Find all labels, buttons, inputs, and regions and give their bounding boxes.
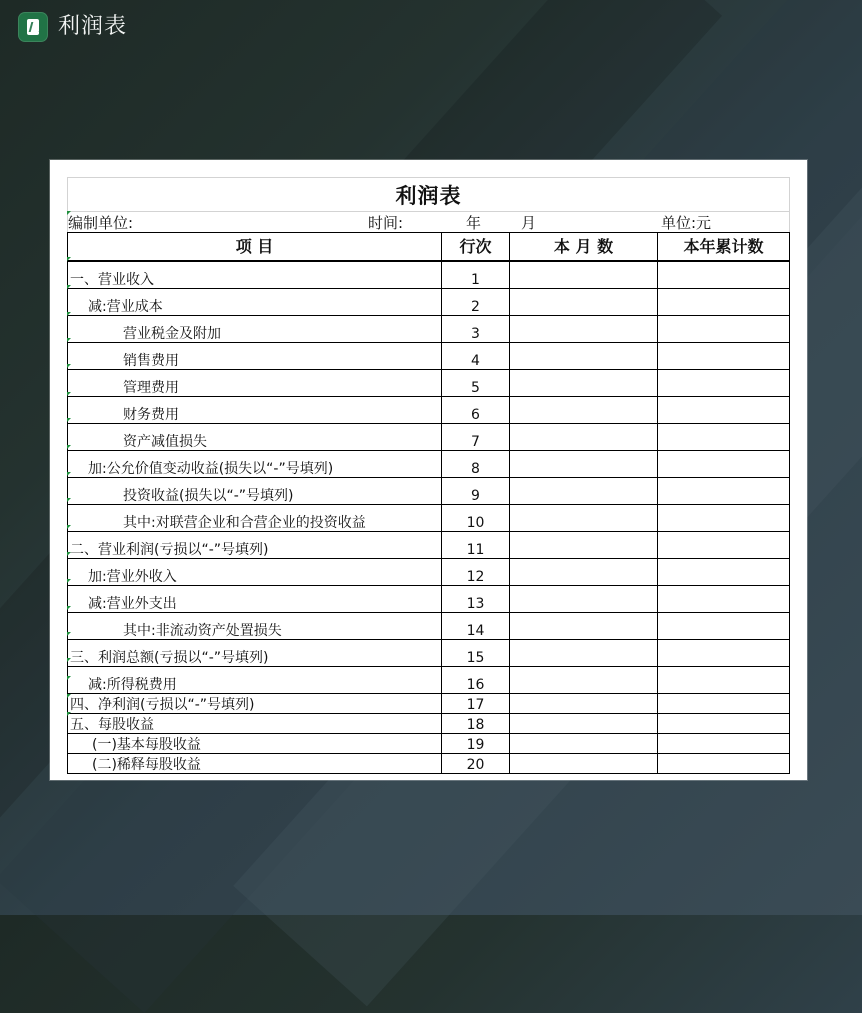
row-current-month-value[interactable]	[510, 289, 658, 316]
row-year-to-date-value[interactable]	[658, 667, 790, 694]
table-row	[68, 451, 790, 478]
row-item-label[interactable]: (一)基本每股收益	[68, 734, 442, 754]
cell-marker	[67, 606, 71, 610]
cell-marker	[67, 694, 71, 698]
row-item-label[interactable]: 一、营业收入	[68, 261, 442, 289]
header-line-number: 行次	[442, 233, 510, 262]
row-line-number[interactable]: 18	[442, 714, 510, 734]
table-row	[68, 505, 790, 532]
row-year-to-date-value[interactable]	[658, 734, 790, 754]
row-line-number[interactable]: 11	[442, 532, 510, 559]
table-row	[68, 397, 790, 424]
table-row	[68, 559, 790, 586]
row-line-number[interactable]: 13	[442, 586, 510, 613]
income-statement-table	[67, 232, 790, 774]
row-line-number[interactable]: 14	[442, 613, 510, 640]
table-row	[68, 370, 790, 397]
row-year-to-date-value[interactable]	[658, 451, 790, 478]
table-row	[68, 640, 790, 667]
table-header-row	[68, 233, 790, 262]
report-title: 利润表	[67, 177, 790, 212]
row-item-label[interactable]: 投资收益(损失以“-”号填列)	[68, 478, 442, 505]
row-year-to-date-value[interactable]	[658, 505, 790, 532]
row-item-label[interactable]: 销售费用	[68, 343, 442, 370]
table-row	[68, 694, 790, 714]
cell-marker	[67, 712, 71, 716]
cell-marker	[67, 257, 71, 261]
row-line-number[interactable]: 1	[442, 261, 510, 289]
row-current-month-value[interactable]	[510, 532, 658, 559]
row-current-month-value[interactable]	[510, 559, 658, 586]
row-current-month-value[interactable]	[510, 667, 658, 694]
row-item-label[interactable]: 减:营业成本	[68, 289, 442, 316]
cell-marker	[67, 338, 71, 342]
row-line-number[interactable]: 3	[442, 316, 510, 343]
row-line-number[interactable]: 19	[442, 734, 510, 754]
row-line-number[interactable]: 16	[442, 667, 510, 694]
row-year-to-date-value[interactable]	[658, 424, 790, 451]
table-row	[68, 316, 790, 343]
table-row	[68, 613, 790, 640]
row-current-month-value[interactable]	[510, 478, 658, 505]
row-line-number[interactable]: 17	[442, 694, 510, 714]
month-label: 月	[521, 214, 537, 232]
row-current-month-value[interactable]	[510, 694, 658, 714]
row-year-to-date-value[interactable]	[658, 694, 790, 714]
row-current-month-value[interactable]	[510, 613, 658, 640]
table-row	[68, 586, 790, 613]
row-item-label[interactable]: 三、利润总额(亏损以“-”号填列)	[68, 640, 442, 667]
cell-marker	[67, 498, 71, 502]
row-year-to-date-value[interactable]	[658, 397, 790, 424]
row-year-to-date-value[interactable]	[658, 478, 790, 505]
row-year-to-date-value[interactable]	[658, 261, 790, 289]
header-year-to-date: 本年累计数	[658, 233, 790, 262]
row-item-label[interactable]: 财务费用	[68, 397, 442, 424]
row-line-number[interactable]: 15	[442, 640, 510, 667]
row-item-label[interactable]: 四、净利润(亏损以“-”号填列)	[68, 694, 442, 714]
table-row	[68, 714, 790, 734]
row-line-number[interactable]: 10	[442, 505, 510, 532]
row-year-to-date-value[interactable]	[658, 613, 790, 640]
table-row	[68, 667, 790, 694]
row-year-to-date-value[interactable]	[658, 714, 790, 734]
cell-marker	[67, 392, 71, 396]
row-current-month-value[interactable]	[510, 734, 658, 754]
row-item-label[interactable]: (二)稀释每股收益	[68, 754, 442, 774]
row-item-label[interactable]: 其中:对联营企业和合营企业的投资收益	[68, 505, 442, 532]
table-row	[68, 532, 790, 559]
table-row	[68, 478, 790, 505]
cell-marker	[67, 312, 71, 316]
row-item-label[interactable]: 营业税金及附加	[68, 316, 442, 343]
row-year-to-date-value[interactable]	[658, 532, 790, 559]
cell-marker	[67, 552, 71, 556]
table-row	[68, 261, 790, 289]
row-item-label[interactable]: 减:所得税费用	[68, 667, 442, 694]
row-item-label[interactable]: 加:公允价值变动收益(损失以“-”号填列)	[68, 451, 442, 478]
cell-marker	[67, 472, 71, 476]
row-current-month-value[interactable]	[510, 424, 658, 451]
table-row	[68, 424, 790, 451]
table-row	[68, 343, 790, 370]
table-body	[68, 261, 790, 774]
row-line-number[interactable]: 6	[442, 397, 510, 424]
row-current-month-value[interactable]	[510, 316, 658, 343]
cell-marker	[67, 445, 71, 449]
row-item-label[interactable]: 五、每股收益	[68, 714, 442, 734]
cell-marker	[67, 632, 71, 636]
row-year-to-date-value[interactable]	[658, 289, 790, 316]
row-item-label[interactable]: 管理费用	[68, 370, 442, 397]
header-current-month: 本 月 数	[510, 233, 658, 262]
row-current-month-value[interactable]	[510, 714, 658, 734]
row-year-to-date-value[interactable]	[658, 559, 790, 586]
row-item-label[interactable]: 加:营业外收入	[68, 559, 442, 586]
row-current-month-value[interactable]	[510, 586, 658, 613]
time-label: 时间:	[368, 214, 404, 232]
row-item-label[interactable]: 二、营业利润(亏损以“-”号填列)	[68, 532, 442, 559]
row-year-to-date-value[interactable]	[658, 316, 790, 343]
cell-marker	[67, 658, 71, 662]
row-line-number[interactable]: 5	[442, 370, 510, 397]
table-row	[68, 289, 790, 316]
app-title: 利润表	[58, 14, 128, 39]
row-year-to-date-value[interactable]	[658, 754, 790, 774]
row-year-to-date-value[interactable]	[658, 640, 790, 667]
excel-icon	[18, 12, 48, 42]
year-label: 年	[466, 214, 482, 232]
app-header	[18, 12, 127, 42]
row-line-number[interactable]: 8	[442, 451, 510, 478]
row-current-month-value[interactable]	[510, 261, 658, 289]
cell-marker	[67, 418, 71, 422]
row-line-number[interactable]: 2	[442, 289, 510, 316]
row-line-number[interactable]: 20	[442, 754, 510, 774]
row-year-to-date-value[interactable]	[658, 370, 790, 397]
row-line-number[interactable]: 9	[442, 478, 510, 505]
row-current-month-value[interactable]	[510, 754, 658, 774]
row-line-number[interactable]: 7	[442, 424, 510, 451]
table-row	[68, 754, 790, 774]
row-line-number[interactable]: 4	[442, 343, 510, 370]
report-meta-row	[67, 211, 790, 232]
row-current-month-value[interactable]	[510, 370, 658, 397]
row-current-month-value[interactable]	[510, 640, 658, 667]
table-row	[68, 734, 790, 754]
cell-marker	[67, 579, 71, 583]
currency-unit-label: 单位:元	[661, 214, 712, 232]
row-current-month-value[interactable]	[510, 343, 658, 370]
row-item-label[interactable]: 资产减值损失	[68, 424, 442, 451]
cell-marker	[67, 211, 71, 215]
spreadsheet-sheet	[50, 160, 807, 780]
row-year-to-date-value[interactable]	[658, 343, 790, 370]
row-current-month-value[interactable]	[510, 451, 658, 478]
cell-marker	[67, 676, 71, 680]
row-current-month-value[interactable]	[510, 505, 658, 532]
compiling-unit-label: 编制单位:	[68, 214, 134, 232]
row-item-label[interactable]: 其中:非流动资产处置损失	[68, 613, 442, 640]
cell-marker	[67, 364, 71, 368]
row-item-label[interactable]: 减:营业外支出	[68, 586, 442, 613]
row-year-to-date-value[interactable]	[658, 586, 790, 613]
cell-marker	[67, 285, 71, 289]
header-item: 项 目	[68, 233, 442, 262]
cell-marker	[67, 525, 71, 529]
report-container	[67, 177, 790, 773]
row-current-month-value[interactable]	[510, 397, 658, 424]
row-line-number[interactable]: 12	[442, 559, 510, 586]
